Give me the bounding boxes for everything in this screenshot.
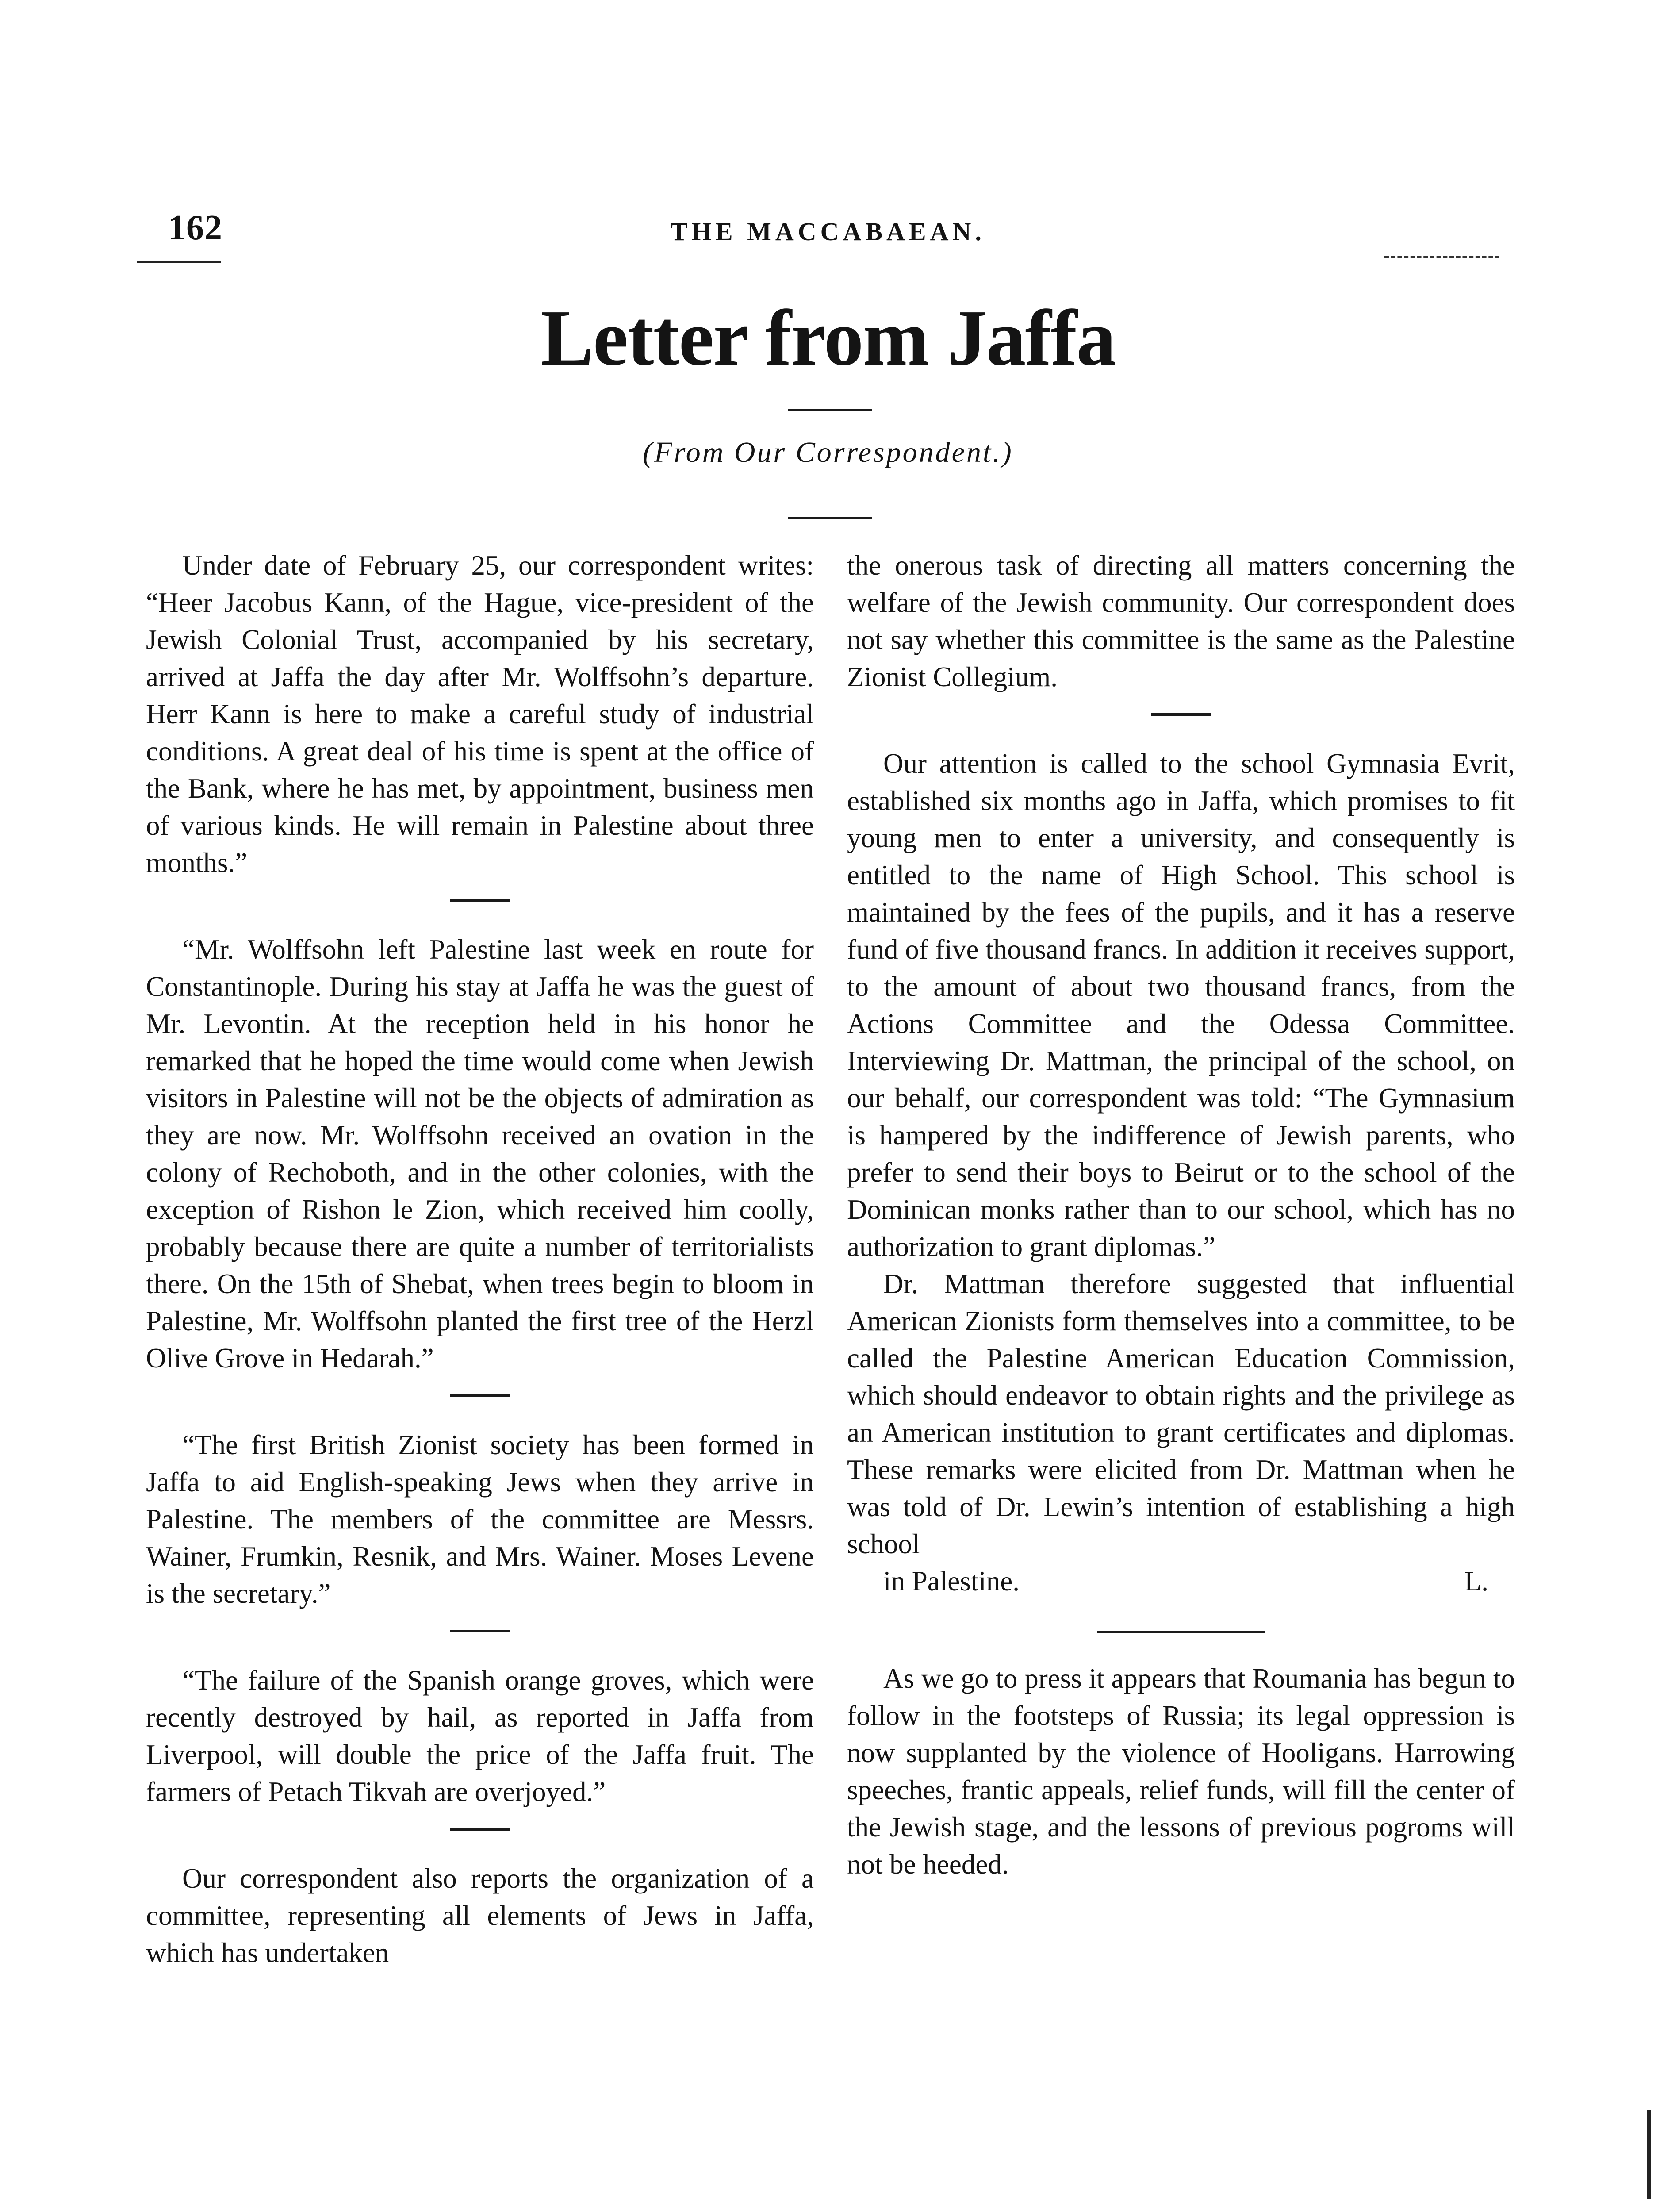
- section-separator: [450, 1630, 510, 1632]
- section-separator: [450, 899, 510, 902]
- paragraph-kann: Under date of February 25, our correspondent writes: “Heer Jacobus Kann, of the Hague, vice-president of the Jewish Colonial Trust, accompanied by his secretary, arrived at Jaffa the day after Mr. Wolffsohn’s departure. Herr Kann is here to make a careful study of industrial conditions. A great deal of his time is spent at the office of the Bank, where he has met, by appointment, business men of various kinds. He will remain in Palestine about three months.”: [146, 550, 814, 878]
- subtitle-rule: [788, 517, 872, 519]
- page-number: 162: [168, 208, 222, 247]
- paragraph-british-society: “The first British Zionist society has been formed in Jaffa to aid English-speaking Jews when they arrive in Palestine. The members of the committee are Messrs. Wainer, Frumkin, Resnik, and Mrs. Wainer. Moses Levene is the secretary.”: [146, 1429, 814, 1609]
- paragraph-wolffsohn: “Mr. Wolffsohn left Palestine last week en route for Constantinople. During his stay at Jaffa he was the guest of Mr. Levontin. At the reception held in his honor he remarked that he hoped the time would come when Jewish visitors in Palestine will not be the objects of admiration as they are now. Mr. Wolffsohn received an ovation in the colony of Rechoboth, and in the other colonies, with the exception of Rishon le Zion, which received him coolly, probably because there are quite a number of territorialists there. On the 15th of Shebat, when trees begin to bloom in Palestine, Mr. Wolffsohn planted the first tree of the Herzl Olive Grove in Hedarah.”: [146, 934, 814, 1374]
- page-number-underline: [137, 261, 221, 263]
- section-separator: [450, 1828, 510, 1831]
- paragraph-signoff: [847, 1563, 1515, 1600]
- running-head: THE MACCABAEAN.: [671, 217, 985, 246]
- article-subtitle: (From Our Correspondent.): [643, 436, 1013, 469]
- right-column: [847, 547, 1515, 1883]
- paragraph-committee-continued: the onerous task of directing all matters concerning the welfare of the Jewish community. Our correspondent does not say whether this committee is the same as the Palestine Zionist Collegium.: [847, 550, 1515, 692]
- section-separator-long: [1097, 1631, 1265, 1633]
- section-separator: [1151, 713, 1211, 716]
- header-dash-rule: [1384, 256, 1499, 258]
- article-title: Letter from Jaffa: [540, 294, 1116, 382]
- paragraph-roumania: As we go to press it appears that Roumania has begun to follow in the footsteps of Russia; its legal oppression is now supplanted by the violence of Hooligans. Harrowing speeches, frantic appeals, relief funds, will fill the center of the Jewish stage, and the lessons of previous pogroms will not be heeded.: [847, 1663, 1515, 1880]
- title-rule: [788, 409, 872, 411]
- left-column: [146, 547, 814, 1971]
- section-separator: [450, 1394, 510, 1397]
- paragraph-mattman: Dr. Mattman therefore suggested that influential American Zionists form themselves into a committee, to be called the Palestine American Education Commission, which should endeavor to obtain rights and the privilege as an American institution to grant certificates and diplomas. These remarks were elicited from Dr. Mattman when he was told of Dr. Lewin’s intention of establishing a high school: [847, 1268, 1515, 1559]
- paragraph-committee: Our correspondent also reports the organization of a committee, representing all elements of Jews in Jaffa, which has undertaken: [146, 1863, 814, 1968]
- paragraph-mattman-end: in Palestine.: [883, 1566, 1020, 1597]
- scan-edge-mark: [1647, 2110, 1651, 2199]
- author-signature: L.: [1464, 1566, 1488, 1597]
- paragraph-gymnasia: Our attention is called to the school Gymnasia Evrit, established six months ago in Jaffa, which promises to fit young men to enter a university, and consequently is entitled to the name of High School. This school is maintained by the fees of the pupils, and it has a reserve fund of five thousand francs. In addition it receives support, to the amount of about two thousand francs, from the Actions Committee and the Odessa Committee. Interviewing Dr. Mattman, the principal of the school, on our behalf, our correspondent was told: “The Gymnasium is hampered by the indifference of Jewish parents, who prefer to send their boys to Beirut or to the school of the Dominican monks rather than to our school, which has no authorization to grant diplomas.”: [847, 748, 1515, 1262]
- paragraph-orange-groves: “The failure of the Spanish orange groves, which were recently destroyed by hail, as reported in Jaffa from Liverpool, will double the price of the Jaffa fruit. The farmers of Petach Tikvah are overjoyed.”: [146, 1665, 814, 1807]
